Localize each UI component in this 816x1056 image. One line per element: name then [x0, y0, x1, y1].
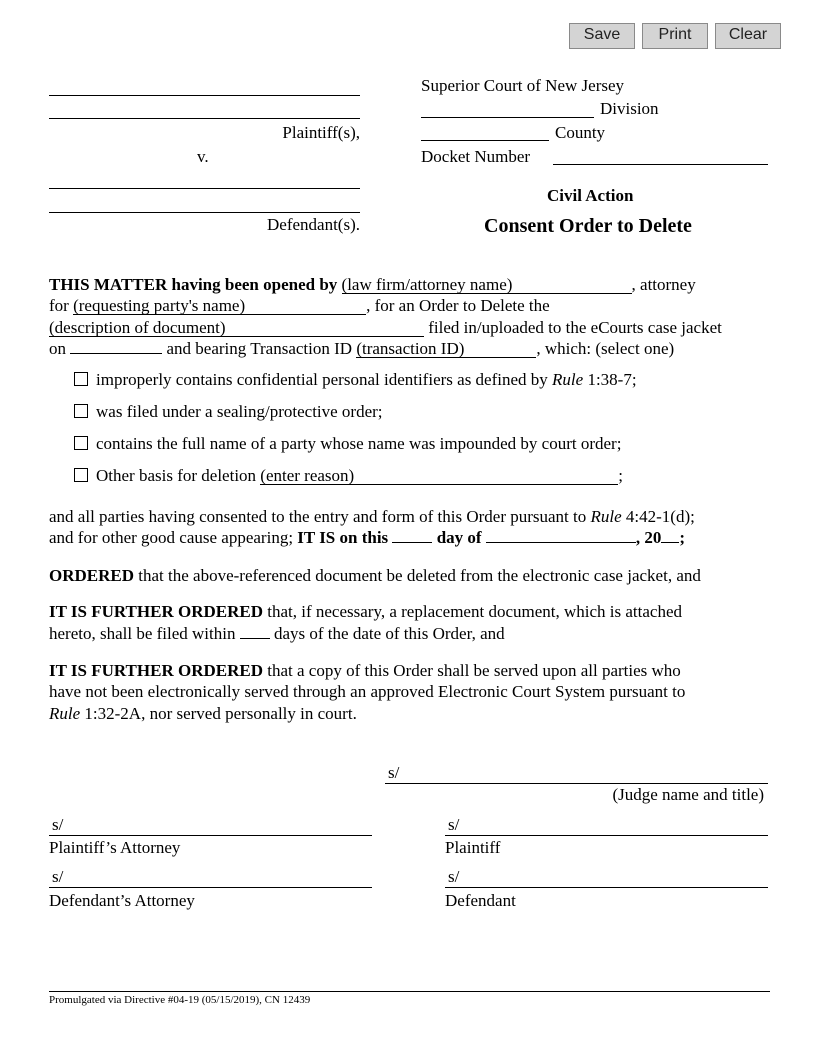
day-field[interactable]	[392, 542, 432, 543]
document-description-field[interactable]: (description of document)	[49, 320, 424, 337]
defendant-label: Defendant	[445, 891, 516, 910]
footer-divider	[49, 991, 770, 992]
footer-text: Promulgated via Directive #04-19 (05/15/2019), CN 12439	[49, 994, 311, 1006]
consent-line-2: and for other good cause appearing; IT IS on this day of , 20 ;	[49, 528, 685, 547]
further-ordered-2-line-1: IT IS FURTHER ORDERED that a copy of this Order shall be served upon all parties who	[49, 661, 681, 680]
defendant-name-line-2[interactable]	[49, 212, 360, 213]
matter-line-2: for (requesting party's name) , for an Order to Delete the	[49, 296, 550, 315]
consent-line-1: and all parties having consented to the entry and form of this Order pursuant to Rule 4:42-1(d);	[49, 507, 695, 526]
defendant-name-line-1[interactable]	[49, 188, 360, 189]
requesting-party-field[interactable]: (requesting party's name)	[73, 298, 366, 315]
further-ordered-2-line-2: have not been electronically served through an approved Electronic Court System pursuant to	[49, 682, 686, 701]
defendant-attorney-signature-field[interactable]: s/	[49, 869, 372, 888]
further-ordered-1-line-2: hereto, shall be filed within days of the date of this Order, and	[49, 624, 505, 643]
clear-button[interactable]: Clear	[715, 23, 781, 49]
plaintiff-name-line-1[interactable]	[49, 95, 360, 96]
plaintiff-attorney-signature-field[interactable]: s/	[49, 817, 372, 836]
option-other-basis: Other basis for deletion (enter reason) ;	[74, 466, 623, 486]
plaintiff-attorney-label: Plaintiff’s Attorney	[49, 838, 181, 857]
month-field[interactable]	[486, 542, 636, 543]
docket-number-field[interactable]	[553, 164, 768, 165]
checkbox-sealing[interactable]	[74, 404, 88, 418]
docket-label: Docket Number	[421, 147, 531, 166]
print-button[interactable]: Print	[642, 23, 708, 49]
judge-name-title-label: (Judge name and title)	[612, 785, 764, 804]
county-field[interactable]	[421, 140, 549, 141]
plaintiff-name-line-2[interactable]	[49, 118, 360, 119]
firm-name-field[interactable]: (law firm/attorney name)	[342, 277, 632, 294]
defendant-attorney-label: Defendant’s Attorney	[49, 891, 195, 910]
form-title: Consent Order to Delete	[484, 215, 692, 237]
matter-line-4: on and bearing Transaction ID (transaction ID) , which: (select one)	[49, 339, 675, 358]
transaction-id-field[interactable]: (transaction ID)	[356, 341, 536, 358]
defendant-signature-field[interactable]: s/	[445, 869, 768, 888]
plaintiff-label: Plaintiff(s),	[282, 123, 360, 142]
filed-date-field[interactable]	[70, 353, 162, 354]
further-ordered-1-line-1: IT IS FURTHER ORDERED that, if necessary, a replacement document, which is attached	[49, 602, 682, 621]
county-label: County	[555, 123, 606, 142]
defendant-label: Defendant(s).	[267, 215, 360, 234]
option-impounded-name: contains the full name of a party whose name was impounded by court order;	[74, 434, 621, 454]
judge-signature-field[interactable]: s/	[385, 765, 768, 784]
year-field[interactable]	[661, 542, 679, 543]
division-label: Division	[600, 99, 659, 118]
division-field[interactable]	[421, 117, 594, 118]
court-name: Superior Court of New Jersey	[421, 76, 625, 95]
versus-label: v.	[197, 147, 209, 166]
ordered-paragraph: ORDERED that the above-referenced document be deleted from the electronic case jacket, and	[49, 566, 701, 585]
checkbox-impounded[interactable]	[74, 436, 88, 450]
plaintiff-signature-field[interactable]: s/	[445, 817, 768, 836]
checkbox-other[interactable]	[74, 468, 88, 482]
civil-action-heading: Civil Action	[547, 186, 634, 205]
plaintiff-label: Plaintiff	[445, 838, 501, 857]
option-sealing-order: was filed under a sealing/protective order;	[74, 402, 383, 422]
checkbox-confidential[interactable]	[74, 372, 88, 386]
option-confidential-identifiers: improperly contains confidential personal identifiers as defined by Rule 1:38-7;	[74, 370, 637, 390]
matter-line-1: THIS MATTER having been opened by (law firm/attorney name) , attorney	[49, 275, 696, 294]
matter-line-3: (description of document) filed in/uploaded to the eCourts case jacket	[49, 318, 722, 337]
save-button[interactable]: Save	[569, 23, 635, 49]
reason-field[interactable]: (enter reason)	[260, 468, 618, 485]
further-ordered-2-line-3: Rule 1:32-2A, nor served personally in court.	[49, 704, 357, 723]
days-field[interactable]	[240, 638, 270, 639]
